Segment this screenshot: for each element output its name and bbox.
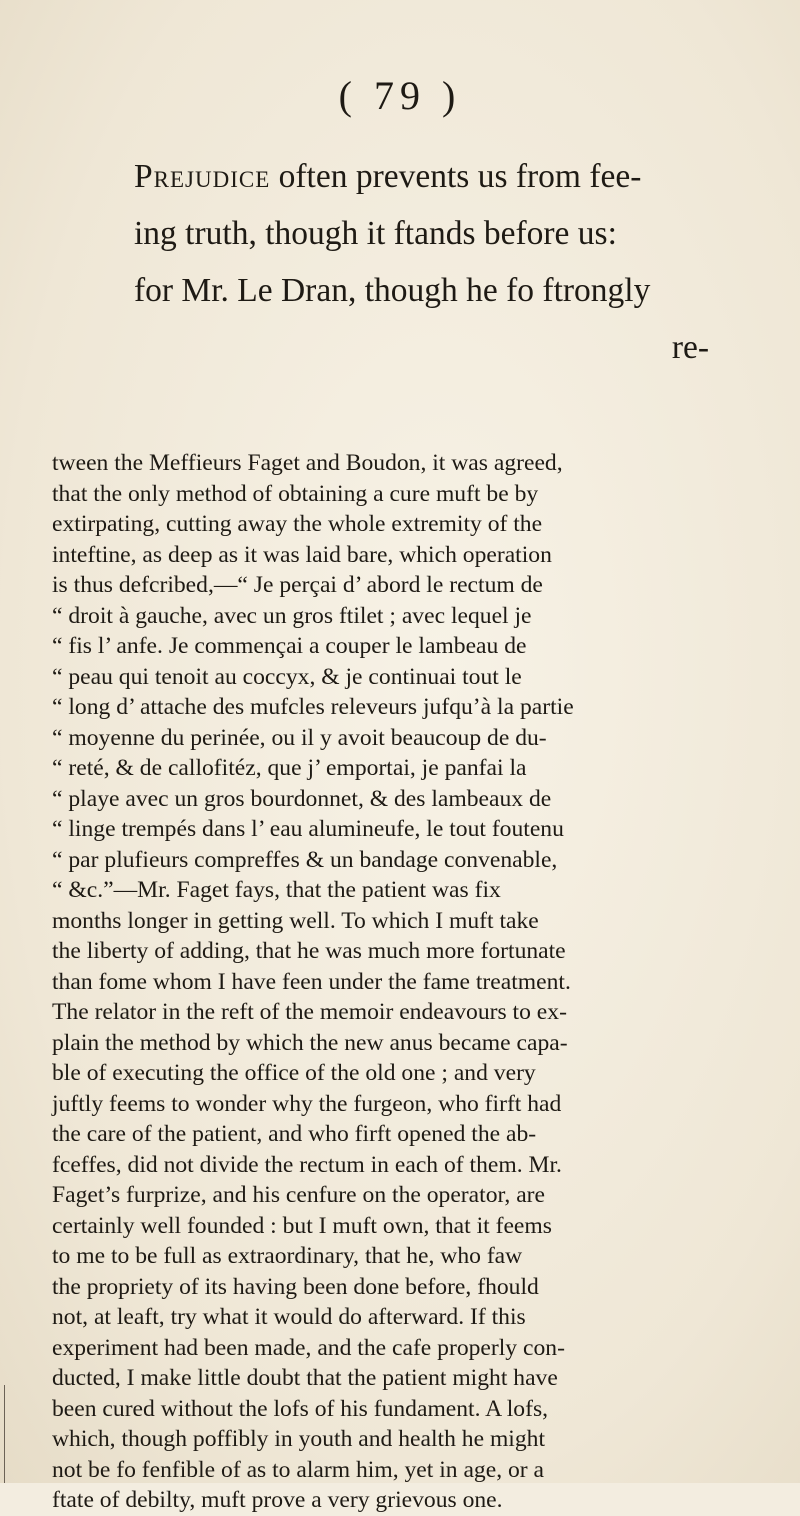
text-line: “ peau qui tenoit au coccyx, & je continuai tout le: [52, 663, 522, 690]
text-line: not, at leaft, try what it would do afterward. If this: [52, 1304, 526, 1330]
text-line: “ playe avec un gros bourdonnet, & des lambeaux de: [52, 785, 552, 812]
text-line: that the only method of obtaining a cure muft be by: [52, 480, 539, 507]
page-number: ( 79 ): [338, 73, 462, 118]
text-line: “ droit à gauche, avec un gros ftilet ; avec lequel je: [52, 602, 532, 629]
text-line: months longer in getting well. To which I muft take: [52, 907, 539, 934]
passage-line: ing truth, though it ftands before us:: [134, 215, 617, 252]
text-line: fceffes, did not divide the rectum in each of them. Mr.: [52, 1151, 562, 1178]
text-line: ducted, I make little doubt that the patient might have: [52, 1365, 558, 1391]
text-line: inteftine, as deep as it was laid bare, which operation: [52, 541, 552, 568]
overprinted-passage: [134, 148, 709, 376]
text-line: been cured without the lofs of his fundament. A lofs,: [52, 1395, 549, 1422]
text-line: to me to be full as extraordinary, that he, who faw: [52, 1243, 523, 1269]
body-text: [52, 448, 742, 1516]
text-line: tween the Meffieurs Faget and Boudon, it was agreed,: [52, 450, 563, 476]
text-line: “ par plufieurs compreffes & un bandage convenable,: [52, 846, 558, 873]
passage-line: for Mr. Le Dran, though he fo ftrongly: [134, 272, 651, 309]
text-line: extirpating, cutting away the whole extremity of the: [52, 511, 543, 537]
text-line: experiment had been made, and the cafe properly con-: [52, 1334, 565, 1361]
text-line: plain the method by which the new anus became capa-: [52, 1029, 568, 1056]
text-line: not be fo fenfible of as to alarm him, yet in age, or a: [52, 1456, 545, 1483]
passage-first-word: Prejudice: [134, 158, 271, 195]
text-line: “ long d’ attache des mufcles releveurs jufqu’à la partie: [52, 694, 574, 720]
text-line: Faget’s furprize, and his cenfure on the operator, are: [52, 1182, 546, 1208]
text-line: is thus defcribed,—“ Je perçai d’ abord le rectum de: [52, 572, 543, 598]
text-line: the liberty of adding, that he was much more fortunate: [52, 938, 566, 964]
text-line: the care of the patient, and who firft opened the ab-: [52, 1121, 537, 1147]
text-line: ftate of debilty, muft prove a very grievous one.: [52, 1487, 503, 1513]
text-line: which, though poffibly in youth and health he might: [52, 1426, 546, 1452]
passage-line: [134, 148, 709, 205]
text-line: “ reté, & de callofitéz, que j’ emportai, je panfai la: [52, 755, 527, 781]
text-line: than fome whom I have feen under the fame treatment.: [52, 968, 571, 995]
text-line: juftly feems to wonder why the furgeon, who firft had: [52, 1090, 562, 1117]
text-line: ble of executing the office of the old one ; and very: [52, 1060, 536, 1086]
text-line: “ fis l’ anfe. Je commençai a couper le lambeau de: [52, 633, 527, 659]
text-line: The relator in the reft of the memoir endeavours to ex-: [52, 999, 567, 1025]
passage-line-rest: often prevents us from fee-: [270, 158, 642, 195]
page-edge-mark: [4, 1385, 5, 1483]
catchword: re-: [671, 329, 709, 366]
text-line: certainly well founded : but I muft own, that it feems: [52, 1212, 552, 1239]
text-line: “ moyenne du perinée, ou il y avoit beaucoup de du-: [52, 724, 547, 751]
text-line: “ linge trempés dans l’ eau alumineufe, le tout foutenu: [52, 816, 564, 842]
text-line: the propriety of its having been done before, fhould: [52, 1273, 539, 1300]
text-line: “ &c.”—Mr. Faget fays, that the patient was fix: [52, 877, 501, 903]
